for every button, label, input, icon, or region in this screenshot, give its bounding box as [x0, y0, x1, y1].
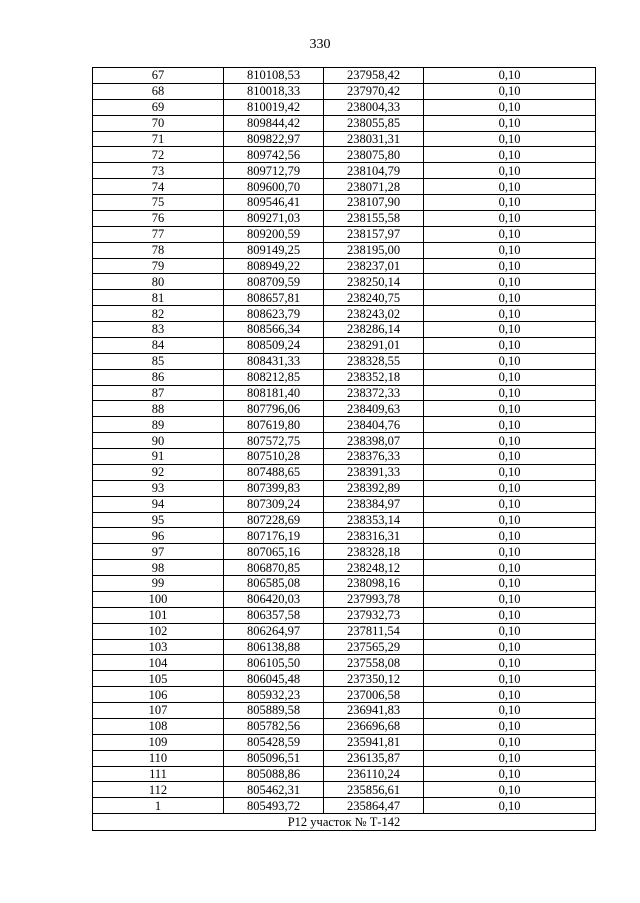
table-row: [93, 83, 596, 99]
table-row: [93, 576, 596, 592]
table-row: [93, 210, 596, 226]
accuracy-cell: 0,10: [424, 591, 596, 607]
point-number-cell: 78: [93, 242, 224, 258]
table-footer-row: [93, 814, 596, 831]
table-row: [93, 131, 596, 147]
point-number-cell: 99: [93, 576, 224, 592]
table-row: [93, 623, 596, 639]
accuracy-cell: 0,10: [424, 528, 596, 544]
point-number-cell: 81: [93, 290, 224, 306]
table-row: [93, 306, 596, 322]
table-row: [93, 163, 596, 179]
y-coordinate-cell: 238376,33: [324, 449, 424, 465]
point-number-cell: 85: [93, 353, 224, 369]
y-coordinate-cell: 238075,80: [324, 147, 424, 163]
table-row: [93, 274, 596, 290]
accuracy-cell: 0,10: [424, 671, 596, 687]
x-coordinate-cell: 808181,40: [224, 385, 324, 401]
point-number-cell: 86: [93, 369, 224, 385]
y-coordinate-cell: 235856,61: [324, 782, 424, 798]
x-coordinate-cell: 806138,88: [224, 639, 324, 655]
point-number-cell: 74: [93, 179, 224, 195]
accuracy-cell: 0,10: [424, 544, 596, 560]
accuracy-cell: 0,10: [424, 433, 596, 449]
point-number-cell: 88: [93, 401, 224, 417]
y-coordinate-cell: 237958,42: [324, 68, 424, 84]
y-coordinate-cell: 237811,54: [324, 623, 424, 639]
table-row: [93, 750, 596, 766]
accuracy-cell: 0,10: [424, 147, 596, 163]
accuracy-cell: 0,10: [424, 306, 596, 322]
point-number-cell: 109: [93, 734, 224, 750]
accuracy-cell: 0,10: [424, 68, 596, 84]
page-number: 330: [309, 37, 331, 52]
x-coordinate-cell: 807176,19: [224, 528, 324, 544]
accuracy-cell: 0,10: [424, 607, 596, 623]
table-row: [93, 226, 596, 242]
y-coordinate-cell: 238237,01: [324, 258, 424, 274]
point-number-cell: 110: [93, 750, 224, 766]
accuracy-cell: 0,10: [424, 83, 596, 99]
point-number-cell: 96: [93, 528, 224, 544]
y-coordinate-cell: 238248,12: [324, 560, 424, 576]
accuracy-cell: 0,10: [424, 734, 596, 750]
y-coordinate-cell: 238398,07: [324, 433, 424, 449]
accuracy-cell: 0,10: [424, 179, 596, 195]
x-coordinate-cell: 807065,16: [224, 544, 324, 560]
x-coordinate-cell: 809822,97: [224, 131, 324, 147]
point-number-cell: 108: [93, 718, 224, 734]
table-row: [93, 671, 596, 687]
y-coordinate-cell: 237565,29: [324, 639, 424, 655]
accuracy-cell: 0,10: [424, 480, 596, 496]
table-row: [93, 766, 596, 782]
x-coordinate-cell: 809600,70: [224, 179, 324, 195]
y-coordinate-cell: 236110,24: [324, 766, 424, 782]
x-coordinate-cell: 805782,56: [224, 718, 324, 734]
x-coordinate-cell: 806585,08: [224, 576, 324, 592]
y-coordinate-cell: 237993,78: [324, 591, 424, 607]
coordinates-table-body: [93, 68, 596, 831]
table-row: [93, 639, 596, 655]
table-row: [93, 242, 596, 258]
table-row: [93, 703, 596, 719]
point-number-cell: 82: [93, 306, 224, 322]
point-number-cell: 102: [93, 623, 224, 639]
point-number-cell: 68: [93, 83, 224, 99]
plot-label: Р12 участок № Т-142: [93, 814, 596, 831]
x-coordinate-cell: 807309,24: [224, 496, 324, 512]
y-coordinate-cell: 238240,75: [324, 290, 424, 306]
point-number-cell: 111: [93, 766, 224, 782]
x-coordinate-cell: 805932,23: [224, 687, 324, 703]
table-row: [93, 290, 596, 306]
point-number-cell: 104: [93, 655, 224, 671]
y-coordinate-cell: 238328,18: [324, 544, 424, 560]
y-coordinate-cell: 238286,14: [324, 322, 424, 338]
point-number-cell: 89: [93, 417, 224, 433]
x-coordinate-cell: 809844,42: [224, 115, 324, 131]
accuracy-cell: 0,10: [424, 750, 596, 766]
accuracy-cell: 0,10: [424, 766, 596, 782]
table-row: [93, 718, 596, 734]
y-coordinate-cell: 237006,58: [324, 687, 424, 703]
point-number-cell: 100: [93, 591, 224, 607]
table-row: [93, 337, 596, 353]
point-number-cell: 106: [93, 687, 224, 703]
point-number-cell: 112: [93, 782, 224, 798]
table-row: [93, 433, 596, 449]
table-row: [93, 401, 596, 417]
table-row: [93, 655, 596, 671]
table-row: [93, 195, 596, 211]
table-row: [93, 528, 596, 544]
y-coordinate-cell: 236135,87: [324, 750, 424, 766]
point-number-cell: 73: [93, 163, 224, 179]
x-coordinate-cell: 809546,41: [224, 195, 324, 211]
point-number-cell: 91: [93, 449, 224, 465]
table-row: [93, 512, 596, 528]
x-coordinate-cell: 808657,81: [224, 290, 324, 306]
y-coordinate-cell: 238107,90: [324, 195, 424, 211]
y-coordinate-cell: 238372,33: [324, 385, 424, 401]
x-coordinate-cell: 807228,69: [224, 512, 324, 528]
x-coordinate-cell: 810019,42: [224, 99, 324, 115]
x-coordinate-cell: 808212,85: [224, 369, 324, 385]
y-coordinate-cell: 235941,81: [324, 734, 424, 750]
y-coordinate-cell: 238409,63: [324, 401, 424, 417]
y-coordinate-cell: 238104,79: [324, 163, 424, 179]
y-coordinate-cell: 238316,31: [324, 528, 424, 544]
table-row: [93, 607, 596, 623]
accuracy-cell: 0,10: [424, 417, 596, 433]
accuracy-cell: 0,10: [424, 639, 596, 655]
table-row: [93, 369, 596, 385]
accuracy-cell: 0,10: [424, 369, 596, 385]
accuracy-cell: 0,10: [424, 512, 596, 528]
accuracy-cell: 0,10: [424, 687, 596, 703]
table-row: [93, 147, 596, 163]
accuracy-cell: 0,10: [424, 226, 596, 242]
y-coordinate-cell: 238243,02: [324, 306, 424, 322]
accuracy-cell: 0,10: [424, 115, 596, 131]
y-coordinate-cell: 238291,01: [324, 337, 424, 353]
x-coordinate-cell: 808509,24: [224, 337, 324, 353]
accuracy-cell: 0,10: [424, 99, 596, 115]
accuracy-cell: 0,10: [424, 258, 596, 274]
table-row: [93, 480, 596, 496]
point-number-cell: 101: [93, 607, 224, 623]
point-number-cell: 95: [93, 512, 224, 528]
accuracy-cell: 0,10: [424, 623, 596, 639]
y-coordinate-cell: 238353,14: [324, 512, 424, 528]
x-coordinate-cell: 808949,22: [224, 258, 324, 274]
point-number-cell: 93: [93, 480, 224, 496]
accuracy-cell: 0,10: [424, 782, 596, 798]
table-row: [93, 385, 596, 401]
point-number-cell: 1: [93, 798, 224, 814]
table-row: [93, 687, 596, 703]
point-number-cell: 69: [93, 99, 224, 115]
x-coordinate-cell: 809271,03: [224, 210, 324, 226]
x-coordinate-cell: 805096,51: [224, 750, 324, 766]
table-row: [93, 322, 596, 338]
table-row: [93, 591, 596, 607]
table-row: [93, 464, 596, 480]
y-coordinate-cell: 236941,83: [324, 703, 424, 719]
accuracy-cell: 0,10: [424, 163, 596, 179]
x-coordinate-cell: 807399,83: [224, 480, 324, 496]
point-number-cell: 92: [93, 464, 224, 480]
accuracy-cell: 0,10: [424, 401, 596, 417]
y-coordinate-cell: 235864,47: [324, 798, 424, 814]
y-coordinate-cell: 238055,85: [324, 115, 424, 131]
x-coordinate-cell: 807510,28: [224, 449, 324, 465]
accuracy-cell: 0,10: [424, 655, 596, 671]
point-number-cell: 71: [93, 131, 224, 147]
point-number-cell: 94: [93, 496, 224, 512]
point-number-cell: 105: [93, 671, 224, 687]
y-coordinate-cell: 238384,97: [324, 496, 424, 512]
table-row: [93, 68, 596, 84]
table-row: [93, 417, 596, 433]
x-coordinate-cell: 806870,85: [224, 560, 324, 576]
accuracy-cell: 0,10: [424, 464, 596, 480]
y-coordinate-cell: 238004,33: [324, 99, 424, 115]
x-coordinate-cell: 809712,79: [224, 163, 324, 179]
accuracy-cell: 0,10: [424, 576, 596, 592]
x-coordinate-cell: 808709,59: [224, 274, 324, 290]
point-number-cell: 75: [93, 195, 224, 211]
y-coordinate-cell: 238328,55: [324, 353, 424, 369]
point-number-cell: 80: [93, 274, 224, 290]
table-row: [93, 560, 596, 576]
accuracy-cell: 0,10: [424, 703, 596, 719]
point-number-cell: 77: [93, 226, 224, 242]
x-coordinate-cell: 805889,58: [224, 703, 324, 719]
y-coordinate-cell: 238352,18: [324, 369, 424, 385]
table-row: [93, 496, 596, 512]
x-coordinate-cell: 805493,72: [224, 798, 324, 814]
point-number-cell: 98: [93, 560, 224, 576]
y-coordinate-cell: 238155,58: [324, 210, 424, 226]
table-row: [93, 782, 596, 798]
y-coordinate-cell: 237350,12: [324, 671, 424, 687]
table-row: [93, 798, 596, 814]
point-number-cell: 87: [93, 385, 224, 401]
accuracy-cell: 0,10: [424, 560, 596, 576]
point-number-cell: 107: [93, 703, 224, 719]
point-number-cell: 90: [93, 433, 224, 449]
table-row: [93, 258, 596, 274]
x-coordinate-cell: 806357,58: [224, 607, 324, 623]
accuracy-cell: 0,10: [424, 322, 596, 338]
accuracy-cell: 0,10: [424, 385, 596, 401]
table-row: [93, 449, 596, 465]
y-coordinate-cell: 237932,73: [324, 607, 424, 623]
y-coordinate-cell: 238071,28: [324, 179, 424, 195]
table-row: [93, 544, 596, 560]
x-coordinate-cell: 807572,75: [224, 433, 324, 449]
point-number-cell: 103: [93, 639, 224, 655]
accuracy-cell: 0,10: [424, 290, 596, 306]
x-coordinate-cell: 810108,53: [224, 68, 324, 84]
table-row: [93, 99, 596, 115]
x-coordinate-cell: 807488,65: [224, 464, 324, 480]
x-coordinate-cell: 808431,33: [224, 353, 324, 369]
accuracy-cell: 0,10: [424, 210, 596, 226]
x-coordinate-cell: 806045,48: [224, 671, 324, 687]
point-number-cell: 79: [93, 258, 224, 274]
point-number-cell: 97: [93, 544, 224, 560]
table-row: [93, 179, 596, 195]
x-coordinate-cell: 806105,50: [224, 655, 324, 671]
y-coordinate-cell: 238157,97: [324, 226, 424, 242]
y-coordinate-cell: 238250,14: [324, 274, 424, 290]
x-coordinate-cell: 806264,97: [224, 623, 324, 639]
y-coordinate-cell: 237970,42: [324, 83, 424, 99]
accuracy-cell: 0,10: [424, 242, 596, 258]
point-number-cell: 83: [93, 322, 224, 338]
table-row: [93, 353, 596, 369]
accuracy-cell: 0,10: [424, 195, 596, 211]
accuracy-cell: 0,10: [424, 131, 596, 147]
coordinates-table: [92, 67, 596, 831]
x-coordinate-cell: 808566,34: [224, 322, 324, 338]
y-coordinate-cell: 238404,76: [324, 417, 424, 433]
table-row: [93, 734, 596, 750]
y-coordinate-cell: 236696,68: [324, 718, 424, 734]
y-coordinate-cell: 238031,31: [324, 131, 424, 147]
y-coordinate-cell: 238195,00: [324, 242, 424, 258]
x-coordinate-cell: 810018,33: [224, 83, 324, 99]
x-coordinate-cell: 809200,59: [224, 226, 324, 242]
accuracy-cell: 0,10: [424, 718, 596, 734]
x-coordinate-cell: 809149,25: [224, 242, 324, 258]
accuracy-cell: 0,10: [424, 337, 596, 353]
x-coordinate-cell: 805462,31: [224, 782, 324, 798]
accuracy-cell: 0,10: [424, 274, 596, 290]
y-coordinate-cell: 237558,08: [324, 655, 424, 671]
x-coordinate-cell: 808623,79: [224, 306, 324, 322]
accuracy-cell: 0,10: [424, 798, 596, 814]
point-number-cell: 70: [93, 115, 224, 131]
x-coordinate-cell: 806420,03: [224, 591, 324, 607]
accuracy-cell: 0,10: [424, 449, 596, 465]
x-coordinate-cell: 805088,86: [224, 766, 324, 782]
point-number-cell: 67: [93, 68, 224, 84]
x-coordinate-cell: 805428,59: [224, 734, 324, 750]
y-coordinate-cell: 238098,16: [324, 576, 424, 592]
y-coordinate-cell: 238392,89: [324, 480, 424, 496]
accuracy-cell: 0,10: [424, 496, 596, 512]
x-coordinate-cell: 807796,06: [224, 401, 324, 417]
table-row: [93, 115, 596, 131]
accuracy-cell: 0,10: [424, 353, 596, 369]
point-number-cell: 76: [93, 210, 224, 226]
point-number-cell: 84: [93, 337, 224, 353]
x-coordinate-cell: 809742,56: [224, 147, 324, 163]
y-coordinate-cell: 238391,33: [324, 464, 424, 480]
x-coordinate-cell: 807619,80: [224, 417, 324, 433]
point-number-cell: 72: [93, 147, 224, 163]
